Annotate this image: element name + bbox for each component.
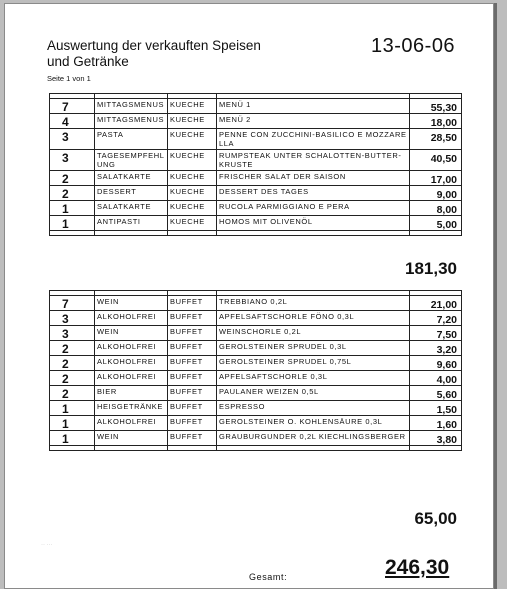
item-cell: PENNE CON ZUCCHINI-BASILICO E MOZZARELLA bbox=[217, 129, 410, 150]
food-table bbox=[49, 93, 462, 236]
qty-cell: 1 bbox=[50, 216, 95, 231]
table-row bbox=[50, 416, 462, 431]
group-cell: TAGESEMPFEHLUNG bbox=[95, 150, 168, 171]
group-cell: ALKOHOLFREI bbox=[95, 371, 168, 386]
qty-cell: 2 bbox=[50, 386, 95, 401]
price-cell: 5,60 bbox=[410, 386, 462, 401]
qty-cell: 4 bbox=[50, 114, 95, 129]
dept-cell: BUFFET bbox=[168, 341, 217, 356]
qty-cell: 2 bbox=[50, 371, 95, 386]
item-cell: APFELSAFTSCHORLE FÖNO 0,3L bbox=[217, 311, 410, 326]
price-cell: 5,00 bbox=[410, 216, 462, 231]
item-cell: TREBBIANO 0,2L bbox=[217, 296, 410, 311]
drinks-table-body bbox=[50, 291, 462, 451]
price-cell: 7,20 bbox=[410, 311, 462, 326]
table-row bbox=[50, 326, 462, 341]
qty-cell: 1 bbox=[50, 431, 95, 446]
drinks-subtotal: 65,00 bbox=[414, 509, 457, 528]
qty-cell: 2 bbox=[50, 356, 95, 371]
report-date: 13-06-06 bbox=[371, 35, 456, 57]
table-row bbox=[50, 114, 462, 129]
qty-cell: 3 bbox=[50, 150, 95, 171]
price-cell: 9,00 bbox=[410, 186, 462, 201]
price-cell: 9,60 bbox=[410, 356, 462, 371]
price-cell: 28,50 bbox=[410, 129, 462, 150]
dept-cell: KUECHE bbox=[168, 99, 217, 114]
item-cell: WEINSCHORLE 0,2L bbox=[217, 326, 410, 341]
price-cell: 7,50 bbox=[410, 326, 462, 341]
report-title: Auswertung der verkauften Speisen und Getränke bbox=[47, 38, 261, 69]
item-cell: GEROLSTEINER SPRUDEL 0,3L bbox=[217, 341, 410, 356]
table-spacer-row bbox=[50, 231, 462, 236]
food-subtotal: 181,30 bbox=[405, 259, 457, 278]
group-cell: ALKOHOLFREI bbox=[95, 311, 168, 326]
table-row bbox=[50, 186, 462, 201]
table-row bbox=[50, 201, 462, 216]
item-cell: RUCOLA PARMIGGIANO E PERA bbox=[217, 201, 410, 216]
faint-watermark: ·· ··· bbox=[41, 542, 53, 548]
qty-cell: 1 bbox=[50, 201, 95, 216]
dept-cell: BUFFET bbox=[168, 371, 217, 386]
item-cell: MENÜ 2 bbox=[217, 114, 410, 129]
qty-cell: 2 bbox=[50, 341, 95, 356]
item-cell: GRAUBURGUNDER 0,2L KIECHLINGSBERGER bbox=[217, 431, 410, 446]
item-cell: GEROLSTEINER O. KOHLENSÄURE 0,3L bbox=[217, 416, 410, 431]
dept-cell: KUECHE bbox=[168, 114, 217, 129]
qty-cell: 3 bbox=[50, 311, 95, 326]
item-cell: DESSERT DES TAGES bbox=[217, 186, 410, 201]
group-cell: WEIN bbox=[95, 326, 168, 341]
dept-cell: BUFFET bbox=[168, 386, 217, 401]
dept-cell: BUFFET bbox=[168, 326, 217, 341]
group-cell: ALKOHOLFREI bbox=[95, 416, 168, 431]
dept-cell: KUECHE bbox=[168, 216, 217, 231]
qty-cell: 3 bbox=[50, 326, 95, 341]
dept-cell: KUECHE bbox=[168, 171, 217, 186]
qty-cell: 1 bbox=[50, 416, 95, 431]
group-cell: BIER bbox=[95, 386, 168, 401]
qty-cell: 1 bbox=[50, 401, 95, 416]
group-cell: PASTA bbox=[95, 129, 168, 150]
group-cell: MITTAGSMENUS bbox=[95, 99, 168, 114]
qty-cell: 7 bbox=[50, 296, 95, 311]
table-row bbox=[50, 99, 462, 114]
table-row bbox=[50, 341, 462, 356]
table-row bbox=[50, 356, 462, 371]
price-cell: 55,30 bbox=[410, 99, 462, 114]
group-cell: ANTIPASTI bbox=[95, 216, 168, 231]
group-cell: DESSERT bbox=[95, 186, 168, 201]
qty-cell: 2 bbox=[50, 171, 95, 186]
item-cell: HOMOS MIT OLIVENÖL bbox=[217, 216, 410, 231]
qty-cell: 7 bbox=[50, 99, 95, 114]
item-cell: MENÜ 1 bbox=[217, 99, 410, 114]
price-cell: 18,00 bbox=[410, 114, 462, 129]
item-cell: RUMPSTEAK UNTER SCHALOTTEN-BUTTER-KRUSTE bbox=[217, 150, 410, 171]
dept-cell: BUFFET bbox=[168, 401, 217, 416]
group-cell: MITTAGSMENUS bbox=[95, 114, 168, 129]
item-cell: PAULANER WEIZEN 0,5L bbox=[217, 386, 410, 401]
page-info: Seite 1 von 1 bbox=[47, 74, 91, 83]
total-value: 246,30 bbox=[385, 556, 450, 579]
item-cell: ESPRESSO bbox=[217, 401, 410, 416]
group-cell: SALATKARTE bbox=[95, 171, 168, 186]
dept-cell: BUFFET bbox=[168, 431, 217, 446]
dept-cell: KUECHE bbox=[168, 129, 217, 150]
table-row bbox=[50, 371, 462, 386]
total-label: Gesamt: bbox=[249, 572, 288, 582]
item-cell: GEROLSTEINER SPRUDEL 0,75L bbox=[217, 356, 410, 371]
group-cell: ALKOHOLFREI bbox=[95, 341, 168, 356]
group-cell: WEIN bbox=[95, 296, 168, 311]
dept-cell: BUFFET bbox=[168, 296, 217, 311]
table-row bbox=[50, 311, 462, 326]
price-cell: 17,00 bbox=[410, 171, 462, 186]
table-row bbox=[50, 150, 462, 171]
table-row bbox=[50, 129, 462, 150]
table-row bbox=[50, 296, 462, 311]
group-cell: WEIN bbox=[95, 431, 168, 446]
item-cell: FRISCHER SALAT DER SAISON bbox=[217, 171, 410, 186]
group-cell: ALKOHOLFREI bbox=[95, 356, 168, 371]
price-cell: 1,50 bbox=[410, 401, 462, 416]
price-cell: 3,80 bbox=[410, 431, 462, 446]
item-cell: APFELSAFTSCHORLE 0,3L bbox=[217, 371, 410, 386]
dept-cell: KUECHE bbox=[168, 150, 217, 171]
table-row bbox=[50, 216, 462, 231]
dept-cell: BUFFET bbox=[168, 311, 217, 326]
price-cell: 4,00 bbox=[410, 371, 462, 386]
qty-cell: 2 bbox=[50, 186, 95, 201]
table-row bbox=[50, 386, 462, 401]
dept-cell: KUECHE bbox=[168, 186, 217, 201]
group-cell: HEISGETRÄNKE bbox=[95, 401, 168, 416]
price-cell: 1,60 bbox=[410, 416, 462, 431]
dept-cell: BUFFET bbox=[168, 356, 217, 371]
report-page bbox=[4, 3, 494, 589]
group-cell: SALATKARTE bbox=[95, 201, 168, 216]
dept-cell: KUECHE bbox=[168, 201, 217, 216]
drinks-table bbox=[49, 290, 462, 451]
table-row bbox=[50, 431, 462, 446]
food-table-body bbox=[50, 94, 462, 236]
table-spacer-row bbox=[50, 446, 462, 451]
dept-cell: BUFFET bbox=[168, 416, 217, 431]
table-row bbox=[50, 401, 462, 416]
price-cell: 8,00 bbox=[410, 201, 462, 216]
price-cell: 40,50 bbox=[410, 150, 462, 171]
qty-cell: 3 bbox=[50, 129, 95, 150]
table-row bbox=[50, 171, 462, 186]
price-cell: 21,00 bbox=[410, 296, 462, 311]
price-cell: 3,20 bbox=[410, 341, 462, 356]
